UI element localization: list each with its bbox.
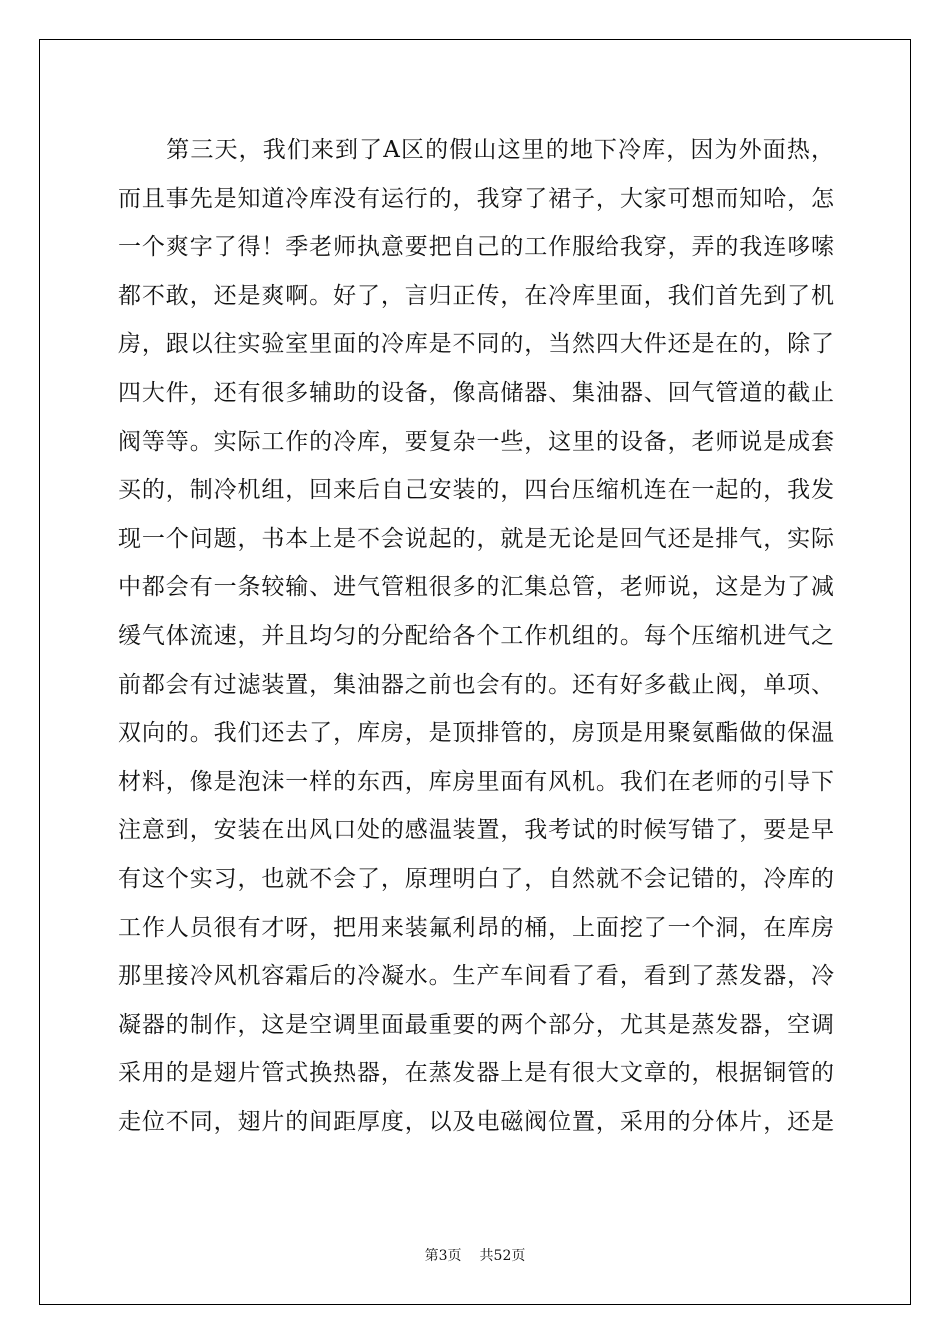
text-line: 阀等等。实际工作的冷库，要复杂一些，这里的设备，老师说是成套 (118, 428, 834, 455)
text-line: 凝器的制作，这是空调里面最重要的两个部分，尤其是蒸发器，空调 (118, 1011, 834, 1038)
text-line: 一个爽字了得！季老师执意要把自己的工作服给我穿，弄的我连哆嗦 (118, 234, 834, 261)
page-footer (0, 1245, 950, 1265)
text-line: 买的，制冷机组，回来后自己安装的，四台压缩机连在一起的，我发 (118, 477, 834, 504)
text-line: 双向的。我们还去了，库房，是顶排管的，房顶是用聚氨酯做的保温 (118, 720, 834, 747)
text-line: 缓气体流速，并且均匀的分配给各个工作机组的。每个压缩机进气之 (118, 622, 834, 649)
text-line: 注意到，安装在出风口处的感温装置，我考试的时候写错了，要是早 (118, 817, 834, 844)
page-number: 第3页 (424, 1248, 462, 1264)
text-line: 走位不同，翅片的间距厚度，以及电磁阀位置，采用的分体片，还是 (118, 1108, 834, 1135)
total-pages: 共52页 (479, 1248, 526, 1264)
text-line: 工作人员很有才呀，把用来装氟利昂的桶，上面挖了一个洞，在库房 (118, 914, 834, 941)
text-line: 房，跟以往实验室里面的冷库是不同的，当然四大件还是在的，除了 (118, 331, 834, 358)
document-body (118, 126, 834, 1146)
text-line: 第三天，我们来到了A区的假山这里的地下冷库，因为外面热， (118, 137, 834, 163)
text-line: 有这个实习，也就不会了，原理明白了，自然就不会记错的，冷库的 (118, 865, 834, 892)
text-line: 前都会有过滤装置，集油器之前也会有的。还有好多截止阀，单项、 (118, 671, 834, 698)
text-line: 采用的是翅片管式换热器，在蒸发器上是有很大文章的，根据铜管的 (118, 1060, 834, 1087)
text-line: 材料，像是泡沫一样的东西，库房里面有风机。我们在老师的引导下 (118, 768, 834, 795)
text-line: 四大件，还有很多辅助的设备，像高储器、集油器、回气管道的截止 (118, 379, 834, 406)
text-line: 中都会有一条较输、进气管粗很多的汇集总管，老师说，这是为了减 (118, 574, 834, 601)
text-line: 都不敢，还是爽啊。好了，言归正传，在冷库里面，我们首先到了机 (118, 282, 834, 309)
text-line: 那里接冷风机容霜后的冷凝水。生产车间看了看，看到了蒸发器，冷 (118, 963, 834, 990)
text-line: 现一个问题，书本上是不会说起的，就是无论是回气还是排气，实际 (118, 525, 834, 552)
text-line: 而且事先是知道冷库没有运行的，我穿了裙子，大家可想而知哈，怎 (118, 185, 834, 212)
